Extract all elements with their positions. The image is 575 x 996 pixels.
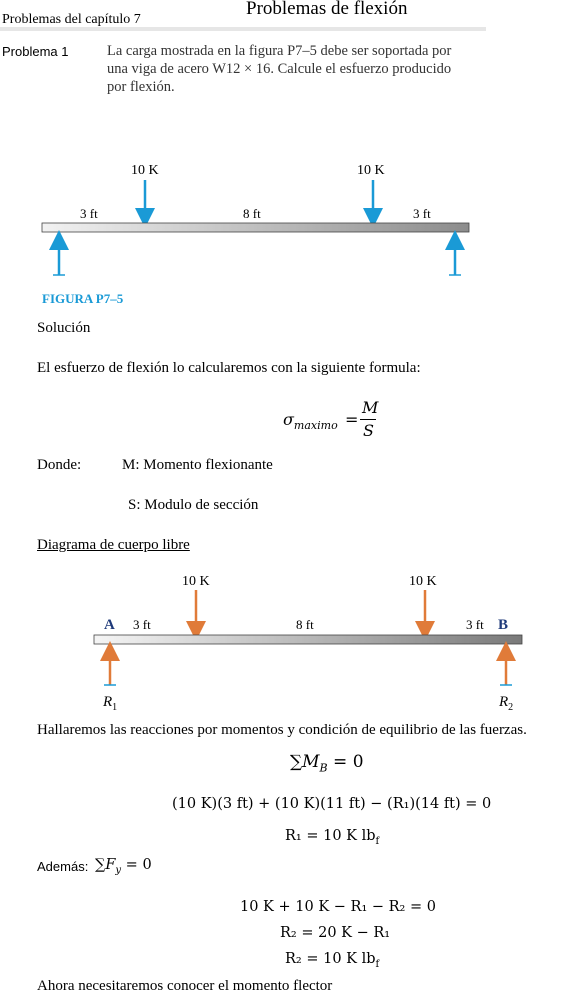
formula-numerator: M	[362, 398, 379, 417]
fbd-beam	[94, 635, 522, 644]
where-label: Donde:	[37, 457, 82, 473]
formula-equals: =	[345, 410, 359, 429]
fbd-r2-label: $R_2$	[499, 694, 514, 713]
problem-line-3: por flexión.	[107, 79, 175, 95]
ademas-label: Además:	[37, 859, 89, 874]
page-title: Problemas de flexión	[246, 0, 408, 19]
formula-denominator: S	[363, 421, 374, 440]
fig1-caption: FIGURA P7–5	[42, 291, 124, 306]
fig1-dim-left: 3 ft	[80, 206, 98, 221]
fbd-dim-mid: 8 ft	[296, 617, 314, 632]
fig1-dim-mid: 8 ft	[243, 206, 261, 221]
eq-r1-result: R₁ = 10 K $lb_f$	[285, 828, 380, 847]
fbd-label-b: B	[498, 617, 509, 633]
eq-moment-expansion: (10 K)(3 ft) + (10 K)(11 ft) − (R₁)(14 ft) = 0	[172, 796, 492, 812]
where-s: S: Modulo de sección	[128, 497, 259, 513]
fbd-load-right: 10 K	[409, 574, 437, 589]
solution-heading: Solución	[37, 320, 91, 336]
eq-r2-expression: R₂ = 20 K − R₁	[280, 925, 391, 941]
solution-intro: El esfuerzo de flexión lo calcularemos con la siguiente formula:	[37, 360, 421, 376]
problem-label: Problema 1	[2, 44, 69, 59]
problem-line-1: La carga mostrada en la figura P7–5 debe ser soportada por	[107, 43, 452, 59]
fbd-dim-right: 3 ft	[466, 617, 484, 632]
eq-sum-forces: $\sum F_y = 0$	[95, 857, 152, 876]
fbd-label-a: A	[104, 617, 115, 633]
where-m: M: Momento flexionante	[122, 457, 273, 473]
fig1-load-right: 10 K	[357, 163, 385, 178]
fbd-heading: Diagrama de cuerpo libre	[37, 537, 190, 553]
fig1-beam	[42, 223, 469, 232]
equilibrium-intro: Hallaremos las reacciones por momentos y condición de equilibrio de las fuerzas.	[37, 722, 527, 738]
formula-sigma: $\sigma_{maximo}$	[283, 410, 338, 433]
formula-fraction-bar	[360, 419, 376, 420]
eq-sum-moments: $\sum M_B = 0$	[290, 752, 364, 775]
fig1-dim-right: 3 ft	[413, 206, 431, 221]
fig1-load-left: 10 K	[131, 163, 159, 178]
eq-force-balance: 10 K + 10 K − R₁ − R₂ = 0	[240, 899, 436, 915]
fbd-load-left: 10 K	[182, 574, 210, 589]
chapter-label: Problemas del capítulo 7	[2, 12, 141, 27]
closing-text: Ahora necesitaremos conocer el momento flector	[37, 978, 333, 994]
header-divider	[0, 27, 486, 31]
problem-statement	[107, 42, 451, 96]
figure-p7-5	[0, 150, 575, 310]
problem-line-2: una viga de acero W12 × 16. Calcule el esfuerzo producido	[107, 61, 452, 77]
free-body-diagram	[0, 565, 575, 715]
fbd-r1-label: $R_1$	[103, 694, 118, 713]
fbd-dim-left: 3 ft	[133, 617, 151, 632]
eq-r2-result: R₂ = 10 K $lb_f$	[285, 951, 380, 970]
